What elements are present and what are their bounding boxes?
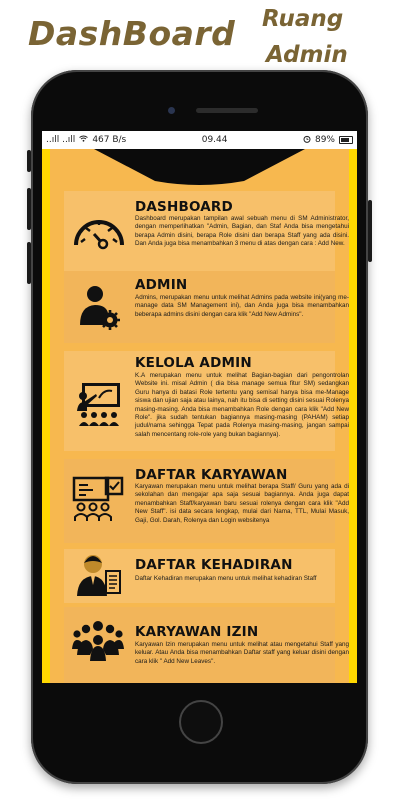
home-button[interactable] [179, 700, 223, 744]
presentation-icon [74, 381, 124, 427]
signal-strength-icon: ..ıll ..ıll [46, 135, 76, 145]
menu-title-daftar-karyawan: DAFTAR KARYAWAN [135, 467, 288, 483]
menu-desc-daftar-kehadiran: Daftar Kehadiran merupakan menu untuk melihat kehadiran Staff [135, 575, 317, 582]
header-notch-shape [94, 149, 305, 185]
page-subtitle-line1: Ruang [262, 6, 344, 32]
status-time: 09.44 [201, 135, 228, 145]
page-title: DashBoard [28, 14, 236, 53]
menu-desc-daftar-karyawan: Karyawan merupakan menu untuk melihat berapa Staff/ Guru yang ada di sekolahan dan mengajar apa saja sesuai bagiannya. Anda juga dapat menambahkan Staff/karyawan baru sesuai rolenya dengan cara klik "Add New Staff". isi data secara lengkap, mulai dari Nama, TTL, Mulai Masuk, Gaji, Gol. Darah, Rolenya dan Login websitenya [135, 483, 349, 524]
menu-title-kelola-admin: KELOLA ADMIN [135, 355, 252, 371]
page-subtitle-line2: Admin [266, 42, 348, 68]
menu-desc-karyawan-izin: Karyawan Izin merupakan menu untuk melihat atau mengetahui Staff yang keluar. Atau Anda bisa menambahkan Daftar staff yang keluar disini dengan cara klik " Add New Leaves". [135, 641, 349, 665]
phone-volume-down-button [27, 242, 31, 284]
status-bar [42, 131, 357, 149]
wifi-icon [79, 135, 88, 145]
admin-gear-icon [78, 283, 122, 331]
menu-title-karyawan-izin: KARYAWAN IZIN [135, 624, 259, 640]
phone-mute-switch [27, 150, 31, 172]
menu-desc-kelola-admin: K.A merupakan menu untuk melihat Bagian-bagian dari pengontrolan Website ini. misal Admin ( dia bisa manage semua fitur SM) sedangkan Guru hanya di batasi Role tertentu yang semisal hanya bisa me-Manage siswa dan ujian saja atau lainya, nah itu bisa di setting disini sesuai Rolenya masing-masing. Anda bisa menambahkan Role dengan cara klik "Add New Role". jika sudah tentukan bagiannya masing-masing (PAHAM) setiap judul/nama sehingga Tepat pada Rolenya masing-masing, jangan sampai salah mencentang role-role yang bukan bagiannya). [135, 372, 349, 438]
speedometer-icon [72, 211, 126, 251]
right-accent-stripe [349, 149, 357, 683]
attendance-icon [76, 551, 122, 597]
front-camera [168, 107, 175, 114]
phone-volume-up-button [27, 188, 31, 230]
employee-list-icon [72, 476, 124, 522]
menu-title-dashboard: DASHBOARD [135, 199, 233, 215]
battery-percent: 89% [314, 135, 335, 145]
battery-icon [339, 136, 353, 144]
menu-title-daftar-kehadiran: DAFTAR KEHADIRAN [135, 557, 293, 573]
left-accent-stripe [42, 149, 50, 683]
menu-desc-admin: Admins, merupakan menu untuk melihat Admins pada website ini(yang me-manage data SM Management ini), dan Anda juga bisa menambahkan beberapa admins disini dengan cara klik "Add New Admins". [135, 294, 349, 318]
alarm-icon [303, 135, 311, 146]
menu-title-admin: ADMIN [135, 277, 188, 293]
earpiece-speaker [196, 108, 258, 113]
phone-power-button [368, 200, 372, 262]
network-speed: 467 B/s [92, 135, 127, 145]
menu-desc-dashboard: Dashboard merupakan tampilan awal sebuah menu di SM Administrator, dengan memperlihatkan "Admin, Bagian, dan Staf Anda bisa mengetahui berapa Admin disini, berapa Role disini dan berapa Staff yang ada disini. Dan Anda juga bisa menambahkan 3 menu di atas dengan cara : Add New. [135, 215, 349, 248]
group-icon [72, 619, 124, 663]
app-screen [42, 131, 357, 683]
